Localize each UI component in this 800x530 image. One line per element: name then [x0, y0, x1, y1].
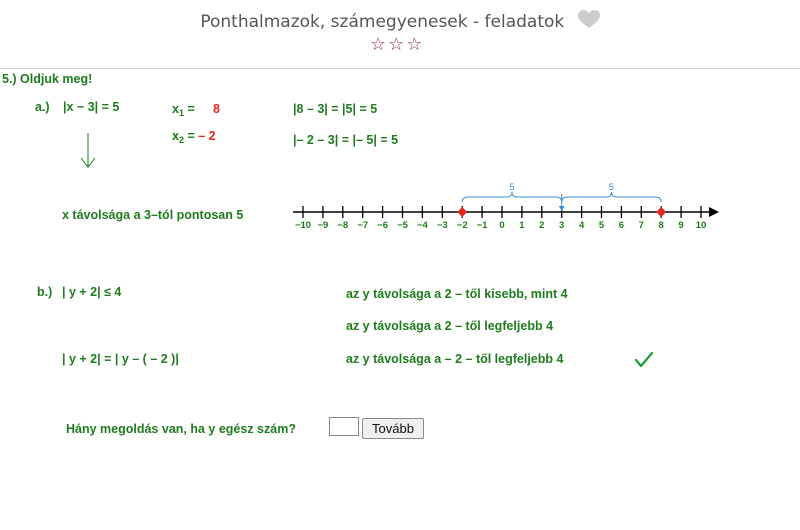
tick-label: 6 [618, 220, 625, 231]
part-b-rewrite: | y + 2| = | y – ( – 2 )| [62, 352, 179, 366]
tick-label: −4 [416, 220, 428, 231]
check-x2: |– 2 – 3| = |– 5| = 5 [293, 133, 399, 147]
tick-label: −5 [397, 220, 408, 231]
tick-label: 5 [598, 220, 605, 231]
tick-label: −9 [317, 220, 329, 231]
x2-equals: = [183, 129, 199, 143]
page-title [0, 10, 800, 34]
tick-label: 2 [539, 220, 545, 231]
part-a-label: a.) [35, 100, 50, 114]
answer-input[interactable] [329, 417, 359, 436]
number-line-arrowhead [709, 207, 719, 217]
next-button[interactable]: Tovább [362, 418, 424, 439]
x1-label: x [172, 102, 179, 116]
tick-label: −3 [436, 220, 448, 231]
tick-label: 3 [559, 220, 565, 231]
distance-brace [562, 192, 662, 202]
tick-label: −1 [476, 220, 488, 231]
center-indicator-arrowhead [559, 206, 565, 211]
part-b-label: b.) [37, 285, 53, 299]
tick-label: 10 [695, 220, 707, 231]
tick-label: 4 [578, 220, 585, 231]
x1-equals: = [183, 102, 195, 116]
part-b-inequality: | y + 2| ≤ 4 [62, 285, 122, 299]
tick-label: −6 [377, 220, 389, 231]
tick-label: 9 [678, 220, 684, 231]
solution-point-marker [656, 207, 666, 217]
distance-brace [462, 192, 562, 202]
x2-value: – 2 [198, 129, 216, 143]
brace-label: 5 [608, 182, 615, 193]
tick-label: 8 [658, 220, 664, 231]
statement-option-3[interactable]: az y távolsága a – 2 – től legfeljebb 4 [346, 352, 564, 366]
tick-label: 1 [519, 220, 525, 231]
tick-label: −2 [456, 220, 468, 231]
tick-label: −7 [357, 220, 369, 231]
distance-text: x távolsága a 3–tól pontosan 5 [62, 208, 244, 222]
x1-solution [172, 102, 195, 118]
x2-solution [172, 129, 216, 145]
task-heading: 5.) Oldjuk meg! [2, 72, 93, 86]
x2-subscript: 2 [178, 135, 184, 145]
x1-subscript: 1 [178, 108, 184, 118]
statement-option-1[interactable]: az y távolsága a 2 – től kisebb, mint 4 [346, 287, 568, 301]
tick-label: 7 [638, 220, 644, 231]
tick-label: 0 [499, 220, 505, 231]
tick-label: −8 [337, 220, 349, 231]
question-text: Hány megoldás van, ha y egész szám? [66, 422, 296, 436]
x2-label: x [172, 129, 179, 143]
statement-option-2[interactable]: az y távolsága a 2 – től legfeljebb 4 [346, 319, 554, 333]
rating-stars[interactable]: ☆☆☆ [370, 34, 425, 55]
heart-icon[interactable] [578, 10, 600, 34]
check-x1: |8 – 3| = |5| = 5 [293, 102, 378, 116]
solution-point-marker [457, 207, 467, 217]
tick-label: −10 [294, 220, 312, 231]
checkmark-icon [634, 350, 654, 370]
number-line [285, 180, 725, 235]
x1-value: 8 [213, 102, 220, 116]
page-title-text: Ponthalmazok, számegyenesek - feladatok [200, 12, 565, 32]
part-a-equation: |x − 3| = 5 [63, 100, 120, 114]
header [0, 0, 800, 69]
down-arrow-icon [78, 132, 98, 170]
brace-label: 5 [509, 182, 515, 193]
